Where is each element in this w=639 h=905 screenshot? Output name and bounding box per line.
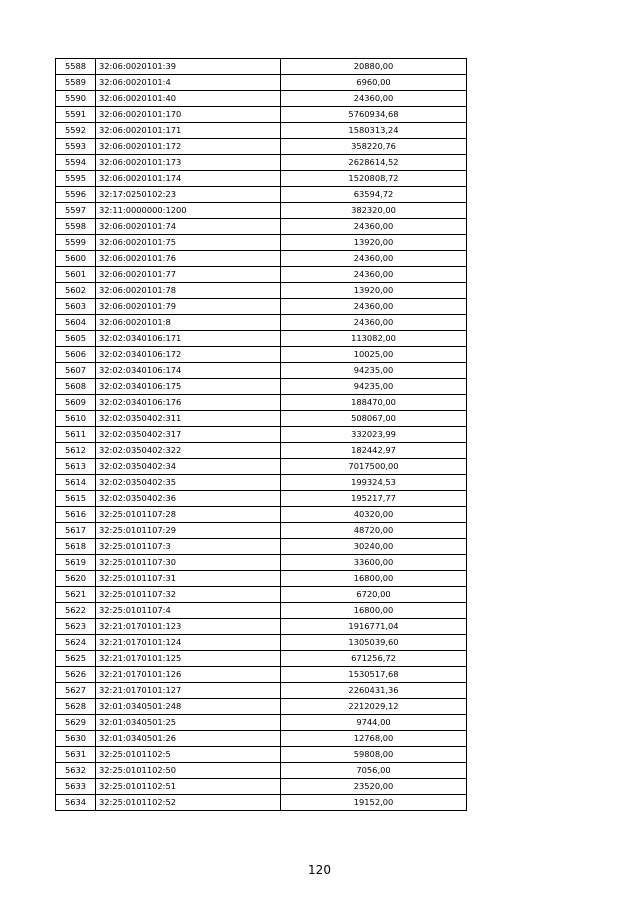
table-row	[56, 75, 467, 91]
row-number: 5596	[56, 187, 96, 203]
cadastral-value: 113082,00	[281, 331, 467, 347]
cadastral-value: 48720,00	[281, 523, 467, 539]
table-row	[56, 107, 467, 123]
cadastral-value: 7056,00	[281, 763, 467, 779]
cadastral-value: 2628614,52	[281, 155, 467, 171]
table-row	[56, 715, 467, 731]
cadastral-number: 32:25:0101102:5	[96, 747, 281, 763]
cadastral-value: 30240,00	[281, 539, 467, 555]
cadastral-number: 32:06:0020101:74	[96, 219, 281, 235]
cadastral-number: 32:02:0350402:317	[96, 427, 281, 443]
row-number: 5614	[56, 475, 96, 491]
cadastral-number: 32:02:0340106:175	[96, 379, 281, 395]
table-row	[56, 587, 467, 603]
cadastral-number: 32:25:0101107:29	[96, 523, 281, 539]
table-row	[56, 763, 467, 779]
cadastral-value: 5760934,68	[281, 107, 467, 123]
cadastral-value: 1520808,72	[281, 171, 467, 187]
row-number: 5607	[56, 363, 96, 379]
row-number: 5631	[56, 747, 96, 763]
cadastral-value: 94235,00	[281, 363, 467, 379]
cadastral-number: 32:06:0020101:39	[96, 59, 281, 75]
table-row	[56, 171, 467, 187]
cadastral-number: 32:25:0101102:51	[96, 779, 281, 795]
table-row	[56, 395, 467, 411]
cadastral-number: 32:02:0350402:322	[96, 443, 281, 459]
table-row	[56, 651, 467, 667]
table-row	[56, 427, 467, 443]
cadastral-value: 1580313,24	[281, 123, 467, 139]
table-row	[56, 555, 467, 571]
table-row	[56, 539, 467, 555]
row-number: 5620	[56, 571, 96, 587]
cadastral-number: 32:01:0340501:26	[96, 731, 281, 747]
row-number: 5613	[56, 459, 96, 475]
cadastral-value: 332023,99	[281, 427, 467, 443]
row-number: 5590	[56, 91, 96, 107]
cadastral-number: 32:25:0101107:32	[96, 587, 281, 603]
row-number: 5609	[56, 395, 96, 411]
table-body	[56, 59, 467, 811]
row-number: 5600	[56, 251, 96, 267]
cadastral-value: 40320,00	[281, 507, 467, 523]
cadastral-value: 20880,00	[281, 59, 467, 75]
cadastral-value: 9744,00	[281, 715, 467, 731]
cadastral-value: 33600,00	[281, 555, 467, 571]
table-row	[56, 635, 467, 651]
cadastral-value: 2260431,36	[281, 683, 467, 699]
table-row	[56, 667, 467, 683]
table-row	[56, 139, 467, 155]
cadastral-number: 32:06:0020101:8	[96, 315, 281, 331]
table-row	[56, 155, 467, 171]
cadastral-number: 32:02:0350402:311	[96, 411, 281, 427]
table-row	[56, 699, 467, 715]
cadastral-number: 32:25:0101102:50	[96, 763, 281, 779]
row-number: 5611	[56, 427, 96, 443]
table-row	[56, 747, 467, 763]
table-row	[56, 619, 467, 635]
row-number: 5589	[56, 75, 96, 91]
cadastral-value: 63594,72	[281, 187, 467, 203]
row-number: 5599	[56, 235, 96, 251]
row-number: 5601	[56, 267, 96, 283]
table-row	[56, 123, 467, 139]
cadastral-number: 32:21:0170101:124	[96, 635, 281, 651]
cadastral-number: 32:02:0340106:171	[96, 331, 281, 347]
row-number: 5605	[56, 331, 96, 347]
row-number: 5633	[56, 779, 96, 795]
table-row	[56, 203, 467, 219]
cadastral-value: 6720,00	[281, 587, 467, 603]
table-row	[56, 331, 467, 347]
table-row	[56, 507, 467, 523]
cadastral-value: 59808,00	[281, 747, 467, 763]
table-row	[56, 475, 467, 491]
row-number: 5595	[56, 171, 96, 187]
cadastral-number: 32:06:0020101:173	[96, 155, 281, 171]
table-row	[56, 299, 467, 315]
table-row	[56, 571, 467, 587]
cadastral-value: 13920,00	[281, 235, 467, 251]
row-number: 5615	[56, 491, 96, 507]
table-row	[56, 187, 467, 203]
row-number: 5625	[56, 651, 96, 667]
cadastral-number: 32:25:0101107:30	[96, 555, 281, 571]
cadastral-value: 24360,00	[281, 315, 467, 331]
cadastral-number: 32:06:0020101:78	[96, 283, 281, 299]
table-row	[56, 267, 467, 283]
table-row	[56, 59, 467, 75]
row-number: 5591	[56, 107, 96, 123]
cadastral-value: 23520,00	[281, 779, 467, 795]
row-number: 5588	[56, 59, 96, 75]
cadastral-value: 13920,00	[281, 283, 467, 299]
table-row	[56, 251, 467, 267]
cadastral-value: 1916771,04	[281, 619, 467, 635]
cadastral-value: 7017500,00	[281, 459, 467, 475]
row-number: 5618	[56, 539, 96, 555]
cadastral-value: 24360,00	[281, 299, 467, 315]
row-number: 5622	[56, 603, 96, 619]
table-row	[56, 411, 467, 427]
row-number: 5626	[56, 667, 96, 683]
table-row	[56, 731, 467, 747]
row-number: 5623	[56, 619, 96, 635]
cadastral-value: 24360,00	[281, 251, 467, 267]
cadastral-value: 12768,00	[281, 731, 467, 747]
cadastral-number: 32:06:0020101:172	[96, 139, 281, 155]
row-number: 5597	[56, 203, 96, 219]
cadastral-value: 195217,77	[281, 491, 467, 507]
table-row	[56, 523, 467, 539]
cadastral-value: 24360,00	[281, 267, 467, 283]
cadastral-number: 32:21:0170101:126	[96, 667, 281, 683]
cadastral-number: 32:06:0020101:4	[96, 75, 281, 91]
cadastral-number: 32:06:0020101:75	[96, 235, 281, 251]
cadastral-number: 32:17:0250102:23	[96, 187, 281, 203]
cadastral-number: 32:06:0020101:79	[96, 299, 281, 315]
cadastral-value: 94235,00	[281, 379, 467, 395]
row-number: 5628	[56, 699, 96, 715]
table-row	[56, 491, 467, 507]
row-number: 5630	[56, 731, 96, 747]
cadastral-number: 32:06:0020101:170	[96, 107, 281, 123]
row-number: 5594	[56, 155, 96, 171]
row-number: 5604	[56, 315, 96, 331]
row-number: 5602	[56, 283, 96, 299]
cadastral-number: 32:25:0101107:4	[96, 603, 281, 619]
cadastral-number: 32:21:0170101:123	[96, 619, 281, 635]
table-row	[56, 795, 467, 811]
row-number: 5606	[56, 347, 96, 363]
cadastral-number: 32:02:0350402:36	[96, 491, 281, 507]
row-number: 5616	[56, 507, 96, 523]
row-number: 5619	[56, 555, 96, 571]
cadastral-value: 188470,00	[281, 395, 467, 411]
cadastral-number: 32:02:0350402:35	[96, 475, 281, 491]
cadastral-number: 32:02:0340106:176	[96, 395, 281, 411]
row-number: 5627	[56, 683, 96, 699]
cadastral-value: 182442,97	[281, 443, 467, 459]
table-row	[56, 283, 467, 299]
cadastral-number: 32:06:0020101:40	[96, 91, 281, 107]
cadastral-number: 32:21:0170101:125	[96, 651, 281, 667]
table-row	[56, 347, 467, 363]
table-row	[56, 315, 467, 331]
row-number: 5612	[56, 443, 96, 459]
cadastral-number: 32:06:0020101:171	[96, 123, 281, 139]
table-row	[56, 379, 467, 395]
row-number: 5603	[56, 299, 96, 315]
cadastral-value: 358220,76	[281, 139, 467, 155]
row-number: 5610	[56, 411, 96, 427]
cadastral-value: 24360,00	[281, 91, 467, 107]
row-number: 5593	[56, 139, 96, 155]
cadastral-value: 671256,72	[281, 651, 467, 667]
table-row	[56, 603, 467, 619]
row-number: 5617	[56, 523, 96, 539]
row-number: 5592	[56, 123, 96, 139]
cadastral-number: 32:02:0350402:34	[96, 459, 281, 475]
cadastral-number: 32:11:0000000:1200	[96, 203, 281, 219]
table-row	[56, 91, 467, 107]
cadastral-value: 1305039,60	[281, 635, 467, 651]
cadastral-value: 10025,00	[281, 347, 467, 363]
cadastral-value: 6960,00	[281, 75, 467, 91]
cadastral-value: 382320,00	[281, 203, 467, 219]
row-number: 5632	[56, 763, 96, 779]
cadastral-value: 199324,53	[281, 475, 467, 491]
cadastral-number: 32:06:0020101:77	[96, 267, 281, 283]
cadastral-number: 32:02:0340106:172	[96, 347, 281, 363]
table-row	[56, 683, 467, 699]
row-number: 5621	[56, 587, 96, 603]
cadastral-number: 32:06:0020101:76	[96, 251, 281, 267]
cadastral-value: 16800,00	[281, 571, 467, 587]
cadastral-number: 32:21:0170101:127	[96, 683, 281, 699]
row-number: 5608	[56, 379, 96, 395]
cadastral-value: 2212029,12	[281, 699, 467, 715]
cadastral-number: 32:25:0101107:28	[96, 507, 281, 523]
row-number: 5634	[56, 795, 96, 811]
cadastral-value: 19152,00	[281, 795, 467, 811]
cadastral-number: 32:06:0020101:174	[96, 171, 281, 187]
table-row	[56, 779, 467, 795]
cadastral-value-table	[55, 58, 467, 811]
cadastral-number: 32:01:0340501:25	[96, 715, 281, 731]
cadastral-value: 1530517,68	[281, 667, 467, 683]
row-number: 5624	[56, 635, 96, 651]
cadastral-number: 32:25:0101102:52	[96, 795, 281, 811]
table-row	[56, 235, 467, 251]
cadastral-number: 32:25:0101107:3	[96, 539, 281, 555]
cadastral-number: 32:02:0340106:174	[96, 363, 281, 379]
cadastral-value: 508067,00	[281, 411, 467, 427]
table-row	[56, 363, 467, 379]
table-row	[56, 443, 467, 459]
cadastral-value: 24360,00	[281, 219, 467, 235]
cadastral-value: 16800,00	[281, 603, 467, 619]
table-row	[56, 459, 467, 475]
cadastral-number: 32:01:0340501:248	[96, 699, 281, 715]
cadastral-number: 32:25:0101107:31	[96, 571, 281, 587]
table-row	[56, 219, 467, 235]
row-number: 5629	[56, 715, 96, 731]
page-number: 120	[308, 863, 331, 877]
row-number: 5598	[56, 219, 96, 235]
